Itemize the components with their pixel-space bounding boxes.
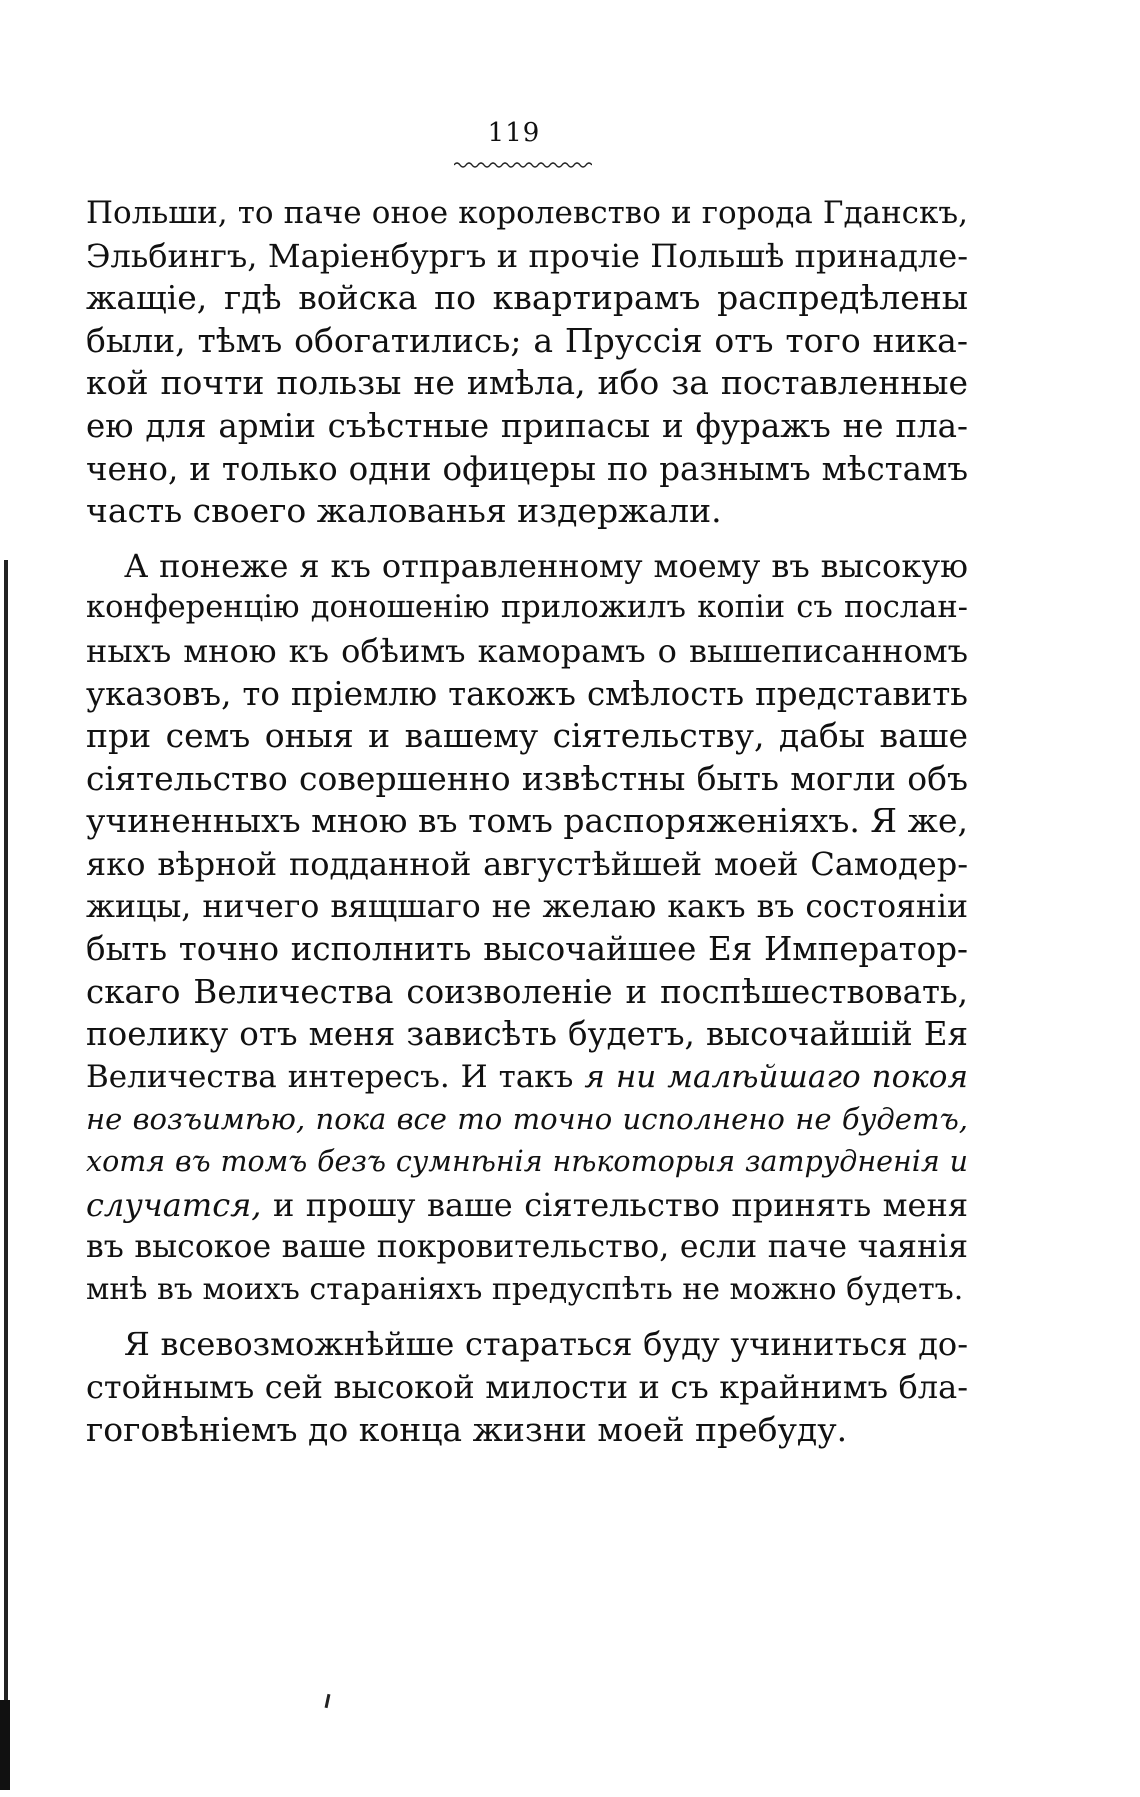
italic-text-segment: я ни малѣйшаго покоя (584, 1058, 968, 1095)
text-line (86, 1141, 968, 1184)
text-line (86, 673, 968, 716)
text-line (86, 362, 968, 405)
text-segment: кой почти пользы не имѣла, ибо за поставленные (86, 363, 968, 403)
text-segment: при семъ оныя и вашему сіятельству, дабы ваше (86, 716, 968, 756)
text-line (86, 971, 968, 1014)
text-line (86, 1098, 968, 1141)
body-text (86, 192, 968, 1451)
text-line (86, 277, 968, 320)
text-segment: яко вѣрной подданной августѣйшей моей Самодер- (86, 844, 968, 883)
binding-edge-dark (0, 1700, 10, 1790)
text-line (86, 800, 968, 843)
text-line (86, 587, 968, 630)
text-segment: въ высокое ваше покровительство, если паче чаянія (86, 1229, 968, 1266)
text-segment: были, тѣмъ обогатились; а Пруссія отъ того ника- (86, 320, 968, 360)
paragraph-gap (86, 533, 968, 545)
text-segment: чено, и только одни офицеры по разнымъ мѣстамъ (86, 449, 968, 488)
text-segment: ею для арміи съѣстные припасы и фуражъ не пла- (86, 406, 968, 445)
text-segment: Польши, то паче оное королевство и города Гданскъ, (86, 195, 968, 231)
decorative-wave-rule (454, 160, 592, 170)
text-line (86, 320, 968, 363)
text-segment: А понеже я къ отправленному моему въ высокую (124, 546, 968, 585)
text-line (86, 1226, 968, 1269)
paragraph (86, 1323, 968, 1451)
text-line (86, 758, 968, 801)
text-segment: мнѣ въ моихъ стараніяхъ предуспѣть не можно будетъ. (86, 1271, 964, 1307)
text-segment: и прошу ваше сіятельство принять меня (261, 1185, 968, 1224)
text-line (86, 715, 968, 758)
italic-text-segment: не возъимѣю, пока все то точно исполнено не будетъ, (86, 1102, 968, 1137)
paragraph-gap (86, 1311, 968, 1323)
text-line (86, 1184, 968, 1227)
text-line (86, 490, 968, 533)
paragraph (86, 192, 968, 533)
text-segment: ныхъ мною къ обѣимъ каморамъ о вышеписанномъ (86, 631, 968, 670)
text-segment: учиненныхъ мною въ томъ распоряженіяхъ. Я же, (86, 801, 968, 841)
binding-edge-shadow (4, 560, 8, 1790)
text-segment: сіятельство совершенно извѣстны быть могли объ (86, 758, 968, 798)
text-line (86, 405, 968, 448)
text-line (86, 886, 968, 929)
text-line (86, 1056, 968, 1099)
text-segment: часть своего жалованья издержали. (86, 491, 722, 531)
text-line (86, 928, 968, 971)
text-segment: Эльбингъ, Маріенбургъ и прочіе Польшѣ принадле- (86, 236, 968, 275)
text-segment: поелику отъ меня зависѣть будетъ, высочайшій Ея (86, 1015, 968, 1054)
text-segment: гоговѣніемъ до конца жизни моей пребуду. (86, 1409, 848, 1449)
page-number: 119 (487, 118, 541, 148)
text-segment: скаго Величества соизволеніе и поспѣшествовать, (86, 972, 968, 1011)
text-line (86, 235, 968, 278)
text-line (86, 1409, 968, 1452)
text-segment: жицы, ничего вящшаго не желаю какъ въ состояніи (86, 888, 968, 925)
text-line (86, 1013, 968, 1056)
italic-text-segment: случатся, (86, 1185, 262, 1224)
text-segment: быть точно исполнить высочайшее Ея Император- (86, 930, 968, 969)
ink-mark (325, 1694, 331, 1708)
text-line (86, 1366, 968, 1409)
text-line (86, 192, 968, 235)
text-line (86, 630, 968, 673)
text-line (86, 843, 968, 886)
text-line (86, 545, 968, 588)
text-segment: Величества интересъ. И такъ (86, 1058, 585, 1095)
text-line (86, 1269, 968, 1312)
text-segment: жащіе, гдѣ войска по квартирамъ распредѣлены (86, 278, 968, 318)
paragraph (86, 545, 968, 1312)
text-segment: конференцію доношенію приложилъ копіи съ послан- (86, 590, 968, 626)
text-line (86, 448, 968, 491)
italic-text-segment: хотя въ томъ безъ сумнѣнія нѣкоторыя затрудненія и (86, 1145, 968, 1179)
text-segment: стойнымъ сей высокой милости и съ крайнимъ бла- (86, 1368, 968, 1407)
text-line (86, 1323, 968, 1366)
text-segment: указовъ, то пріемлю такожъ смѣлость представить (86, 674, 968, 713)
text-segment: Я всевозможнѣйше стараться буду учиниться до- (124, 1325, 968, 1364)
